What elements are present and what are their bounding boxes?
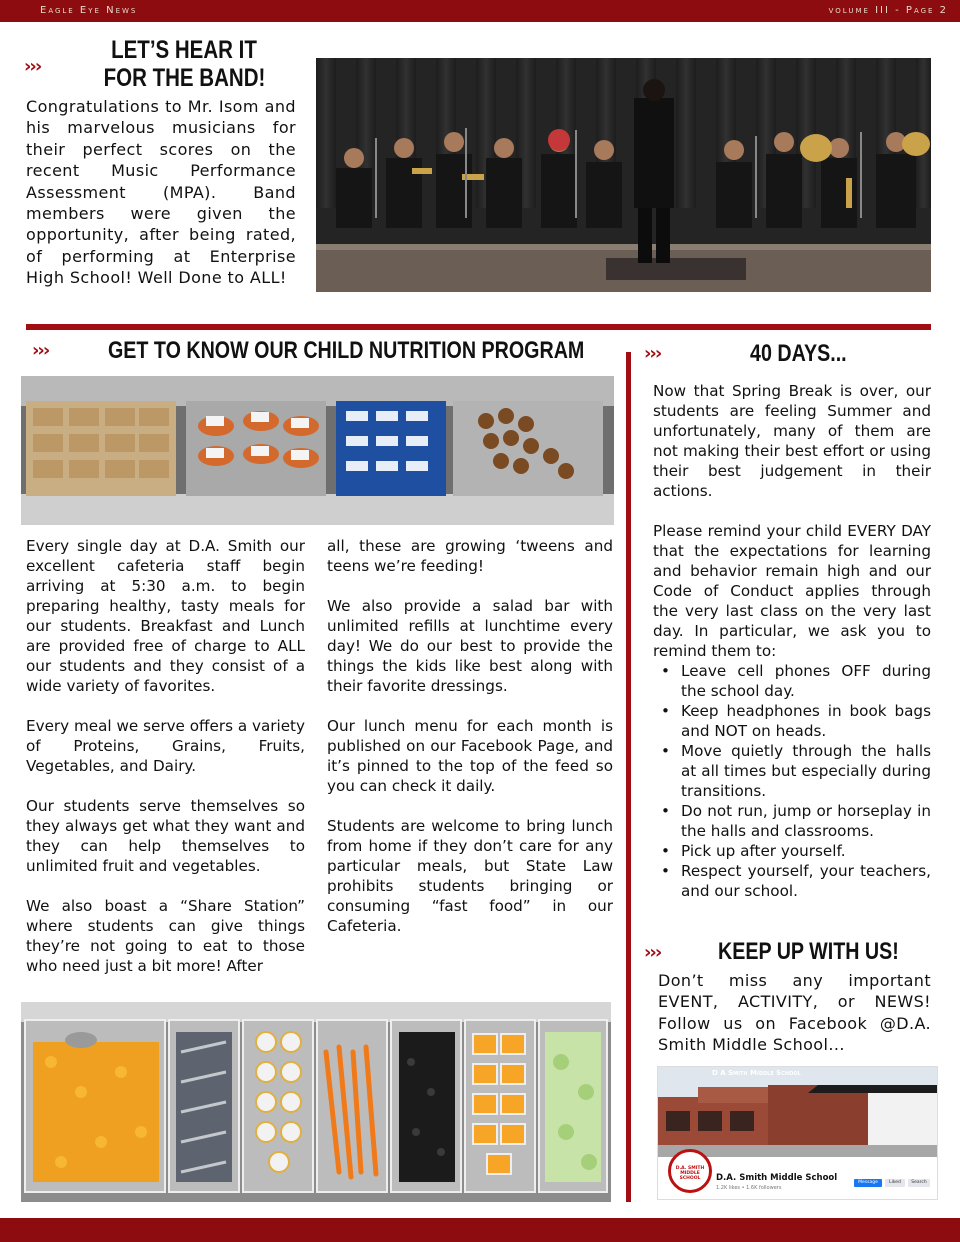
keepup-chevron-icon: ›››	[644, 942, 661, 963]
building-sign: D A Smith Middle School	[712, 1069, 801, 1077]
band-chevron-icon: ›››	[24, 56, 41, 77]
forty-p1: Now that Spring Break is over, our students are feeling Summer and unfortunately, many of them are not making their best effort or using their best judgement in their actions.	[653, 382, 931, 500]
forty-bullet-4: • Do not run, jump or horseplay in the halls and classrooms.	[681, 801, 931, 841]
section-divider	[26, 324, 931, 330]
fb-message-button[interactable]: Message	[854, 1179, 882, 1187]
forty-bullet-6: • Respect yourself, your teachers, and our school.	[681, 861, 931, 901]
nutrition-title: GET TO KNOW OUR CHILD NUTRITION PROGRAM	[108, 337, 585, 364]
forty-bullet-3: • Move quietly through the halls at all times but especially during transitions.	[681, 741, 931, 801]
forty-p2: Please remind your child EVERY DAY that the expectations for learning and behavior remain high and our Code of Conduct applies through the very last class on the very last day. In particular, we ask you to remind them to:	[653, 522, 931, 660]
column-divider	[626, 352, 631, 1202]
nutrition-col2-p1: all, these are growing ‘tweens and teens we’re feeding!	[327, 537, 613, 575]
forty-chevron-icon: ›››	[644, 343, 661, 364]
fb-page-name: D.A. Smith Middle School	[716, 1173, 838, 1183]
band-text: Congratulations to Mr. Isom and his marvelous musicians for their perfect scores on the recent Music Performance Assessment (MPA). Band members were given the opportunity, after being rated, of performing at Enterprise High School! Well Done to ALL!	[26, 97, 296, 288]
band-photo	[316, 58, 931, 292]
nutrition-col1-p1: Every single day at D.A. Smith our excellent cafeteria staff begin arriving at 5:30 a.m. to begin preparing healthy, tasty meals for our students. Breakfast and Lunch are provided free of charge to ALL our students and they consist of a wide variety of favorites.	[26, 537, 305, 695]
salad-bar-photo	[21, 1002, 611, 1202]
fb-page-stats: 1.2K likes • 1.6K followers	[716, 1185, 782, 1191]
breakfast-line-image	[21, 376, 614, 525]
nutrition-col1	[26, 536, 305, 976]
nutrition-col1-p4: We also boast a “Share Station” where students can give things they’re not going to eat to those who need just a bit more! After	[26, 897, 305, 975]
forty-bullet-list	[653, 661, 931, 901]
nutrition-col2	[327, 536, 613, 936]
band-title-line1: LET’S HEAR IT	[111, 36, 257, 64]
forty-bullet-2: • Keep headphones in book bags and NOT on heads.	[681, 701, 931, 741]
school-logo-icon	[668, 1149, 712, 1193]
header-bar	[0, 0, 960, 22]
nutrition-chevron-icon: ›››	[32, 340, 49, 361]
nutrition-col1-p3: Our students serve themselves so they always get what they want and they can help themselves to unlimited fruit and vegetables.	[26, 797, 305, 875]
salad-bar-image	[21, 1002, 611, 1202]
fb-liked-button[interactable]: Liked	[885, 1179, 905, 1187]
band-title-line2: FOR THE BAND!	[103, 64, 266, 92]
nutrition-col1-p2: Every meal we serve offers a variety of Proteins, Grains, Fruits, Vegetables, and Dairy.	[26, 717, 305, 775]
forty-bullet-5: • Pick up after yourself.	[681, 841, 931, 861]
school-logo-text: D.A. SMITH MIDDLE SCHOOL	[675, 1166, 705, 1181]
forty-bullet-1: • Leave cell phones OFF during the school day.	[681, 661, 931, 701]
newsletter-name: Eagle Eye News	[40, 5, 138, 16]
fb-search-button[interactable]: Search	[908, 1179, 930, 1187]
keepup-title: KEEP UP WITH US!	[718, 938, 899, 965]
footer-bar	[0, 1218, 960, 1242]
volume-page: volume III - Page 2	[828, 5, 948, 16]
keepup-text: Don’t miss any important EVENT, ACTIVITY, or NEWS! Follow us on Facebook @D.A. Smith Middle School...	[658, 971, 931, 1055]
breakfast-line-photo	[21, 376, 614, 525]
band-heading	[86, 36, 282, 92]
nutrition-col2-p4: Students are welcome to bring lunch from home if they don’t care for any particular meals, but State Law prohibits students bringing or consuming “fast food” in our Cafeteria.	[327, 817, 613, 935]
forty-text	[653, 381, 931, 901]
band-photo-image	[316, 58, 931, 292]
nutrition-col2-p2: We also provide a salad bar with unlimited refills at lunchtime every day! We do our best to provide the things the kids like best along with their favorite dressings.	[327, 597, 613, 695]
nutrition-col2-p3: Our lunch menu for each month is published on our Facebook Page, and it’s pinned to the top of the feed so you can check it daily.	[327, 717, 613, 795]
facebook-page-preview[interactable]	[657, 1066, 938, 1200]
forty-title: 40 DAYS...	[750, 340, 847, 367]
